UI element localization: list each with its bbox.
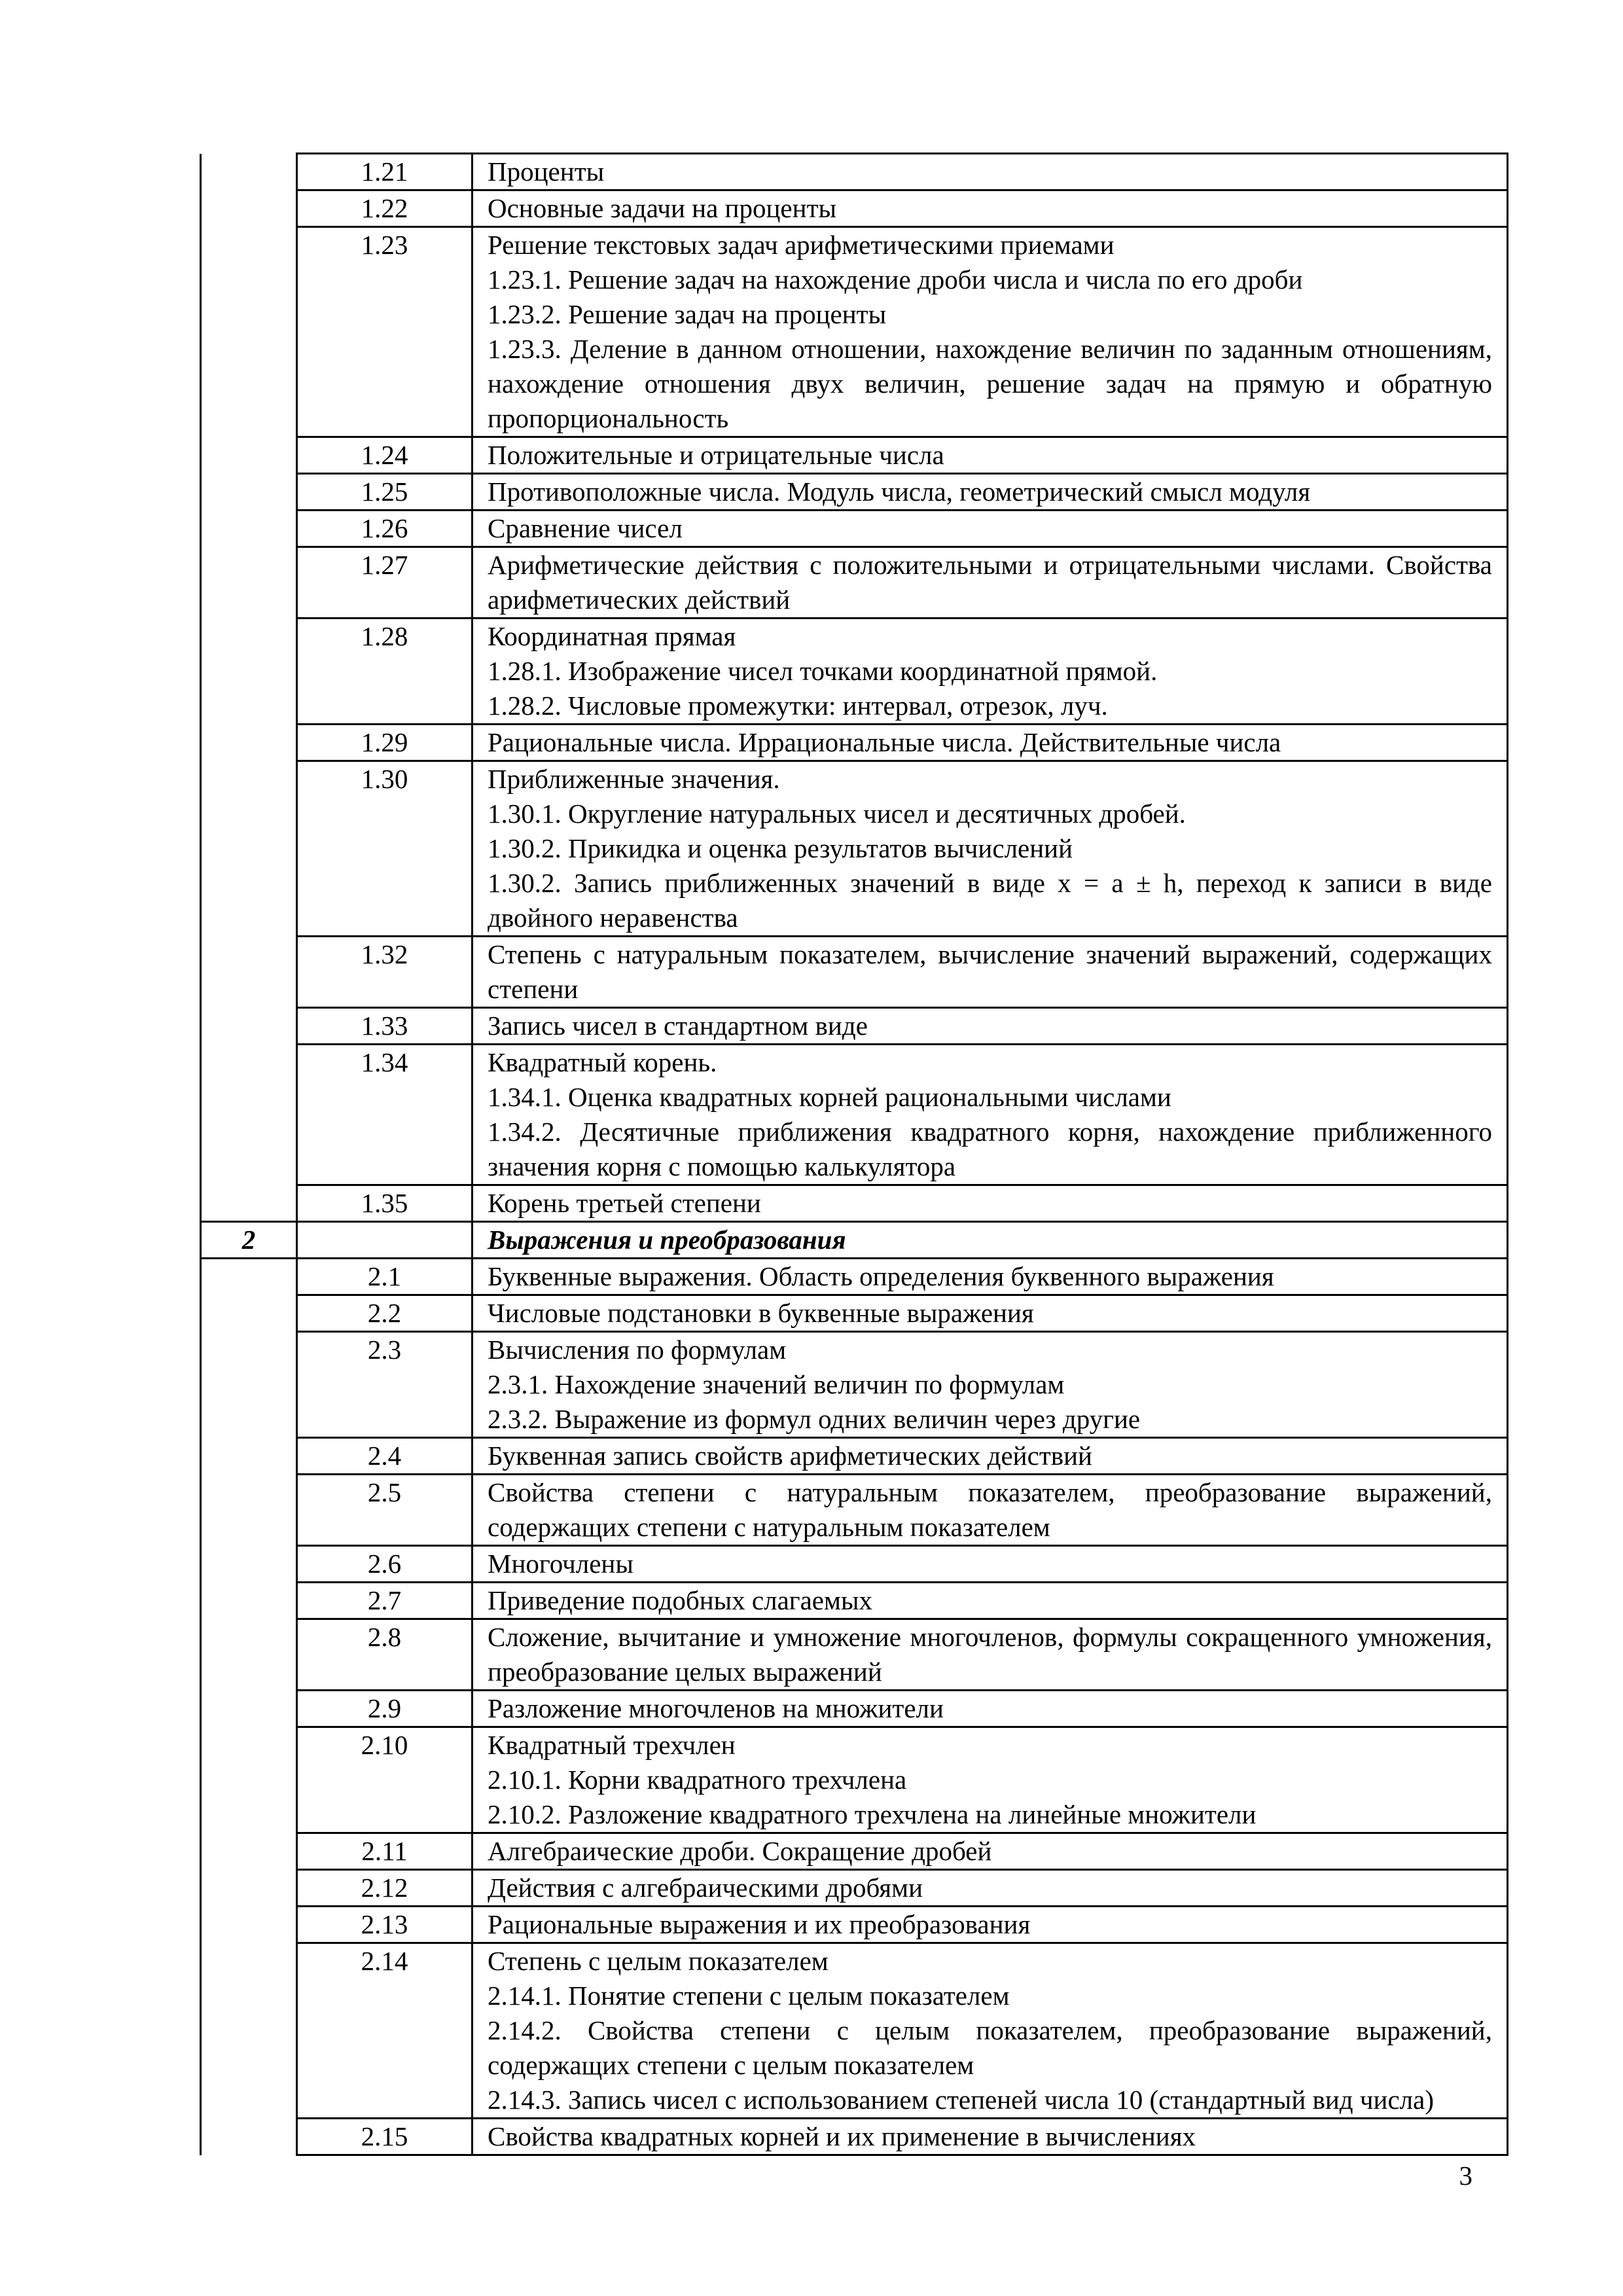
topic-code-cell: 1.27: [297, 547, 473, 619]
topic-code-cell: [297, 1222, 473, 1259]
section-number-cell: [201, 1332, 297, 1438]
topic-code-cell: 2.15: [297, 2119, 473, 2155]
subtopic-item: 1.23.3. Деление в данном отношении, нахождение величин по заданным отношениям, нахождение отношения двух величин, решение задач на прямую и обратную пропорциональность: [488, 334, 1492, 433]
topic-code-cell: 1.23: [297, 227, 473, 437]
table-row: [201, 1870, 1508, 1907]
topic-cell: [473, 1475, 1508, 1546]
table-row: [201, 1907, 1508, 1943]
topic-title: Действия с алгебраическими дробями: [488, 1873, 923, 1903]
section-number-cell: [201, 619, 297, 725]
topic-title: Свойства степени с натуральным показателем, преобразование выражений, содержащих степени с натуральным показателем: [488, 1477, 1492, 1542]
topic-title: Числовые подстановки в буквенные выражения: [488, 1298, 1034, 1328]
section-number-cell: [201, 1295, 297, 1332]
topic-title: Координатная прямая: [488, 621, 736, 651]
topic-code-cell: 2.10: [297, 1727, 473, 1833]
topic-code-cell: 1.35: [297, 1185, 473, 1222]
topic-cell: [473, 1185, 1508, 1222]
section-number-cell: [201, 1619, 297, 1691]
topic-title: Буквенная запись свойств арифметических действий: [488, 1441, 1092, 1471]
topic-code-cell: 2.9: [297, 1691, 473, 1727]
topic-title: Многочлены: [488, 1549, 633, 1579]
topic-cell: [473, 190, 1508, 227]
table-row: [201, 1727, 1508, 1833]
topic-title: Проценты: [488, 156, 605, 187]
subtopic-item: 1.30.1. Округление натуральных чисел и десятичных дробей.: [488, 798, 1186, 829]
topic-title: Квадратный трехчлен: [488, 1730, 736, 1760]
table-row: [201, 1583, 1508, 1619]
topic-code-cell: 1.28: [297, 619, 473, 725]
subtopic-item: 1.30.2. Запись приближенных значений в виде x = a ± h, переход к записи в виде двойного неравенства: [488, 868, 1492, 933]
topic-title: Положительные и отрицательные числа: [488, 440, 944, 470]
topic-code-cell: 1.33: [297, 1008, 473, 1045]
topic-cell: [473, 1943, 1508, 2119]
topic-code-cell: 2.1: [297, 1259, 473, 1295]
topic-code-cell: 1.25: [297, 474, 473, 511]
topic-code-cell: 2.2: [297, 1295, 473, 1332]
table-row: [201, 437, 1508, 474]
topic-cell: [473, 1727, 1508, 1833]
table-row: [201, 1475, 1508, 1546]
section-number-cell: [201, 1943, 297, 2119]
topic-cell: [473, 1259, 1508, 1295]
subtopic-item: 1.23.1. Решение задач на нахождение дроби числа и числа по его дроби: [488, 264, 1303, 295]
topic-title: Корень третьей степени: [488, 1188, 761, 1218]
subtopic-item: 2.10.1. Корни квадратного трехчлена: [488, 1765, 907, 1795]
table-row: [201, 1222, 1508, 1259]
table-row: [201, 1546, 1508, 1583]
topic-cell: [473, 619, 1508, 725]
section-number-cell: [201, 1833, 297, 1870]
section-number-cell: 2: [201, 1222, 297, 1259]
topic-title: Запись чисел в стандартном виде: [488, 1011, 868, 1041]
table-row: [201, 725, 1508, 761]
topic-cell: [473, 937, 1508, 1008]
table-row: [201, 1259, 1508, 1295]
topic-cell: [473, 511, 1508, 547]
subtopic-item: 1.28.2. Числовые промежутки: интервал, отрезок, луч.: [488, 691, 1108, 721]
topic-title: Квадратный корень.: [488, 1047, 717, 1077]
table-row: [201, 937, 1508, 1008]
section-number-cell: [201, 190, 297, 227]
table-row: [201, 154, 1508, 190]
section-number-cell: [201, 725, 297, 761]
topic-code-cell: 2.3: [297, 1332, 473, 1438]
section-number-cell: [201, 1546, 297, 1583]
table-row: [201, 227, 1508, 437]
table-row: [201, 1438, 1508, 1475]
topic-code-cell: 2.7: [297, 1583, 473, 1619]
subtopic-item: 2.10.2. Разложение квадратного трехчлена на линейные множители: [488, 1799, 1257, 1829]
topic-code-cell: 2.13: [297, 1907, 473, 1943]
topic-title: Алгебраические дроби. Сокращение дробей: [488, 1836, 992, 1866]
topic-code-cell: 1.32: [297, 937, 473, 1008]
table-row: [201, 1045, 1508, 1185]
subtopic-item: 2.3.1. Нахождение значений величин по формулам: [488, 1369, 1065, 1399]
topic-code-cell: 2.14: [297, 1943, 473, 2119]
subtopic-item: 1.30.2. Прикидка и оценка результатов вычислений: [488, 833, 1073, 863]
section-number-cell: [201, 474, 297, 511]
topic-cell: [473, 227, 1508, 437]
section-number-cell: [201, 1727, 297, 1833]
topic-title: Разложение многочленов на множители: [488, 1693, 944, 1723]
table-row: [201, 1833, 1508, 1870]
subtopic-item: 2.14.1. Понятие степени с целым показателем: [488, 1981, 1010, 2011]
table-row: [201, 1185, 1508, 1222]
topic-title: Буквенные выражения. Область определения буквенного выражения: [488, 1261, 1274, 1291]
topic-title: Противоположные числа. Модуль числа, геометрический смысл модуля: [488, 476, 1311, 507]
subtopic-item: 2.3.2. Выражение из формул одних величин через другие: [488, 1404, 1141, 1434]
section-number-cell: [201, 154, 297, 190]
codifier-table: [200, 152, 1508, 2156]
table-row: [201, 474, 1508, 511]
table-row: [201, 1943, 1508, 2119]
table-row: [201, 511, 1508, 547]
section-number-cell: [201, 1438, 297, 1475]
topic-cell: [473, 154, 1508, 190]
topic-cell: [473, 1691, 1508, 1727]
table-body: [201, 154, 1508, 2155]
section-number-cell: [201, 1259, 297, 1295]
topic-code-cell: 2.6: [297, 1546, 473, 1583]
topic-code-cell: 2.8: [297, 1619, 473, 1691]
topic-cell: [473, 761, 1508, 937]
table-row: [201, 190, 1508, 227]
table-row: [201, 1008, 1508, 1045]
topic-cell: [473, 1833, 1508, 1870]
topic-title: Сравнение чисел: [488, 513, 683, 543]
section-number-cell: [201, 1475, 297, 1546]
topic-cell: [473, 1332, 1508, 1438]
section-number-cell: [201, 1045, 297, 1185]
topic-cell: [473, 1907, 1508, 1943]
topic-cell: [473, 1438, 1508, 1475]
table-row: [201, 761, 1508, 937]
section-number-cell: [201, 1691, 297, 1727]
topic-code-cell: 1.29: [297, 725, 473, 761]
topic-cell: [473, 474, 1508, 511]
topic-cell: [473, 2119, 1508, 2155]
section-number-cell: [201, 511, 297, 547]
table-row: [201, 2119, 1508, 2155]
table-row: [201, 547, 1508, 619]
topic-title: Сложение, вычитание и умножение многочленов, формулы сокращенного умножения, преобразование целых выражений: [488, 1622, 1492, 1687]
table-row: [201, 1691, 1508, 1727]
table-row: [201, 1332, 1508, 1438]
topic-title: Приближенные значения.: [488, 764, 780, 794]
topic-code-cell: 2.5: [297, 1475, 473, 1546]
table-row: [201, 1295, 1508, 1332]
section-number-cell: [201, 1907, 297, 1943]
table-row: [201, 1619, 1508, 1691]
topic-cell: [473, 1045, 1508, 1185]
topic-title: Вычисления по формулам: [488, 1335, 787, 1365]
topic-code-cell: 1.34: [297, 1045, 473, 1185]
topic-cell: [473, 1295, 1508, 1332]
topic-cell: [473, 725, 1508, 761]
topic-code-cell: 2.11: [297, 1833, 473, 1870]
topic-cell: [473, 1583, 1508, 1619]
section-number-cell: [201, 761, 297, 937]
subtopic-item: 1.28.1. Изображение чисел точками координатной прямой.: [488, 656, 1158, 686]
topic-cell: [473, 1222, 1508, 1259]
topic-cell: [473, 437, 1508, 474]
topic-code-cell: 1.24: [297, 437, 473, 474]
subtopic-item: 2.14.2. Свойства степени с целым показателем, преобразование выражений, содержащих степени с целым показателем: [488, 2015, 1492, 2080]
section-number-cell: [201, 547, 297, 619]
section-number-cell: [201, 937, 297, 1008]
table-row: [201, 619, 1508, 725]
section-heading: Выражения и преобразования: [488, 1225, 846, 1255]
topic-title: Арифметические действия с положительными и отрицательными числами. Свойства арифметических действий: [488, 550, 1492, 615]
topic-code-cell: 2.12: [297, 1870, 473, 1907]
topic-title: Степень с натуральным показателем, вычисление значений выражений, содержащих степени: [488, 939, 1492, 1004]
subtopic-item: 1.34.2. Десятичные приближения квадратного корня, нахождение приближенного значения корня с помощью калькулятора: [488, 1117, 1492, 1181]
subtopic-item: 2.14.3. Запись чисел с использованием степеней числа 10 (стандартный вид числа): [488, 2085, 1434, 2115]
topic-cell: [473, 547, 1508, 619]
topic-code-cell: 1.22: [297, 190, 473, 227]
topic-code-cell: 1.30: [297, 761, 473, 937]
subtopic-item: 1.23.2. Решение задач на проценты: [488, 299, 887, 329]
topic-title: Рациональные выражения и их преобразования: [488, 1909, 1031, 1939]
topic-code-cell: 1.21: [297, 154, 473, 190]
topic-title: Приведение подобных слагаемых: [488, 1585, 872, 1615]
topic-cell: [473, 1870, 1508, 1907]
section-number-cell: [201, 2119, 297, 2155]
topic-cell: [473, 1008, 1508, 1045]
topic-title: Основные задачи на проценты: [488, 193, 837, 223]
section-number-cell: [201, 1008, 297, 1045]
topic-cell: [473, 1619, 1508, 1691]
section-number-cell: [201, 437, 297, 474]
section-number-cell: [201, 227, 297, 437]
section-number-cell: [201, 1870, 297, 1907]
topic-code-cell: 2.4: [297, 1438, 473, 1475]
page-number: 3: [1459, 2161, 1472, 2191]
subtopic-item: 1.34.1. Оценка квадратных корней рациональными числами: [488, 1082, 1171, 1112]
topic-title: Степень с целым показателем: [488, 1946, 829, 1976]
section-number-cell: [201, 1185, 297, 1222]
topic-title: Решение текстовых задач арифметическими приемами: [488, 230, 1115, 260]
topic-cell: [473, 1546, 1508, 1583]
section-number-cell: [201, 1583, 297, 1619]
topic-title: Рациональные числа. Иррациональные числа. Действительные числа: [488, 727, 1281, 757]
topic-title: Свойства квадратных корней и их применение в вычислениях: [488, 2121, 1196, 2151]
topic-code-cell: 1.26: [297, 511, 473, 547]
